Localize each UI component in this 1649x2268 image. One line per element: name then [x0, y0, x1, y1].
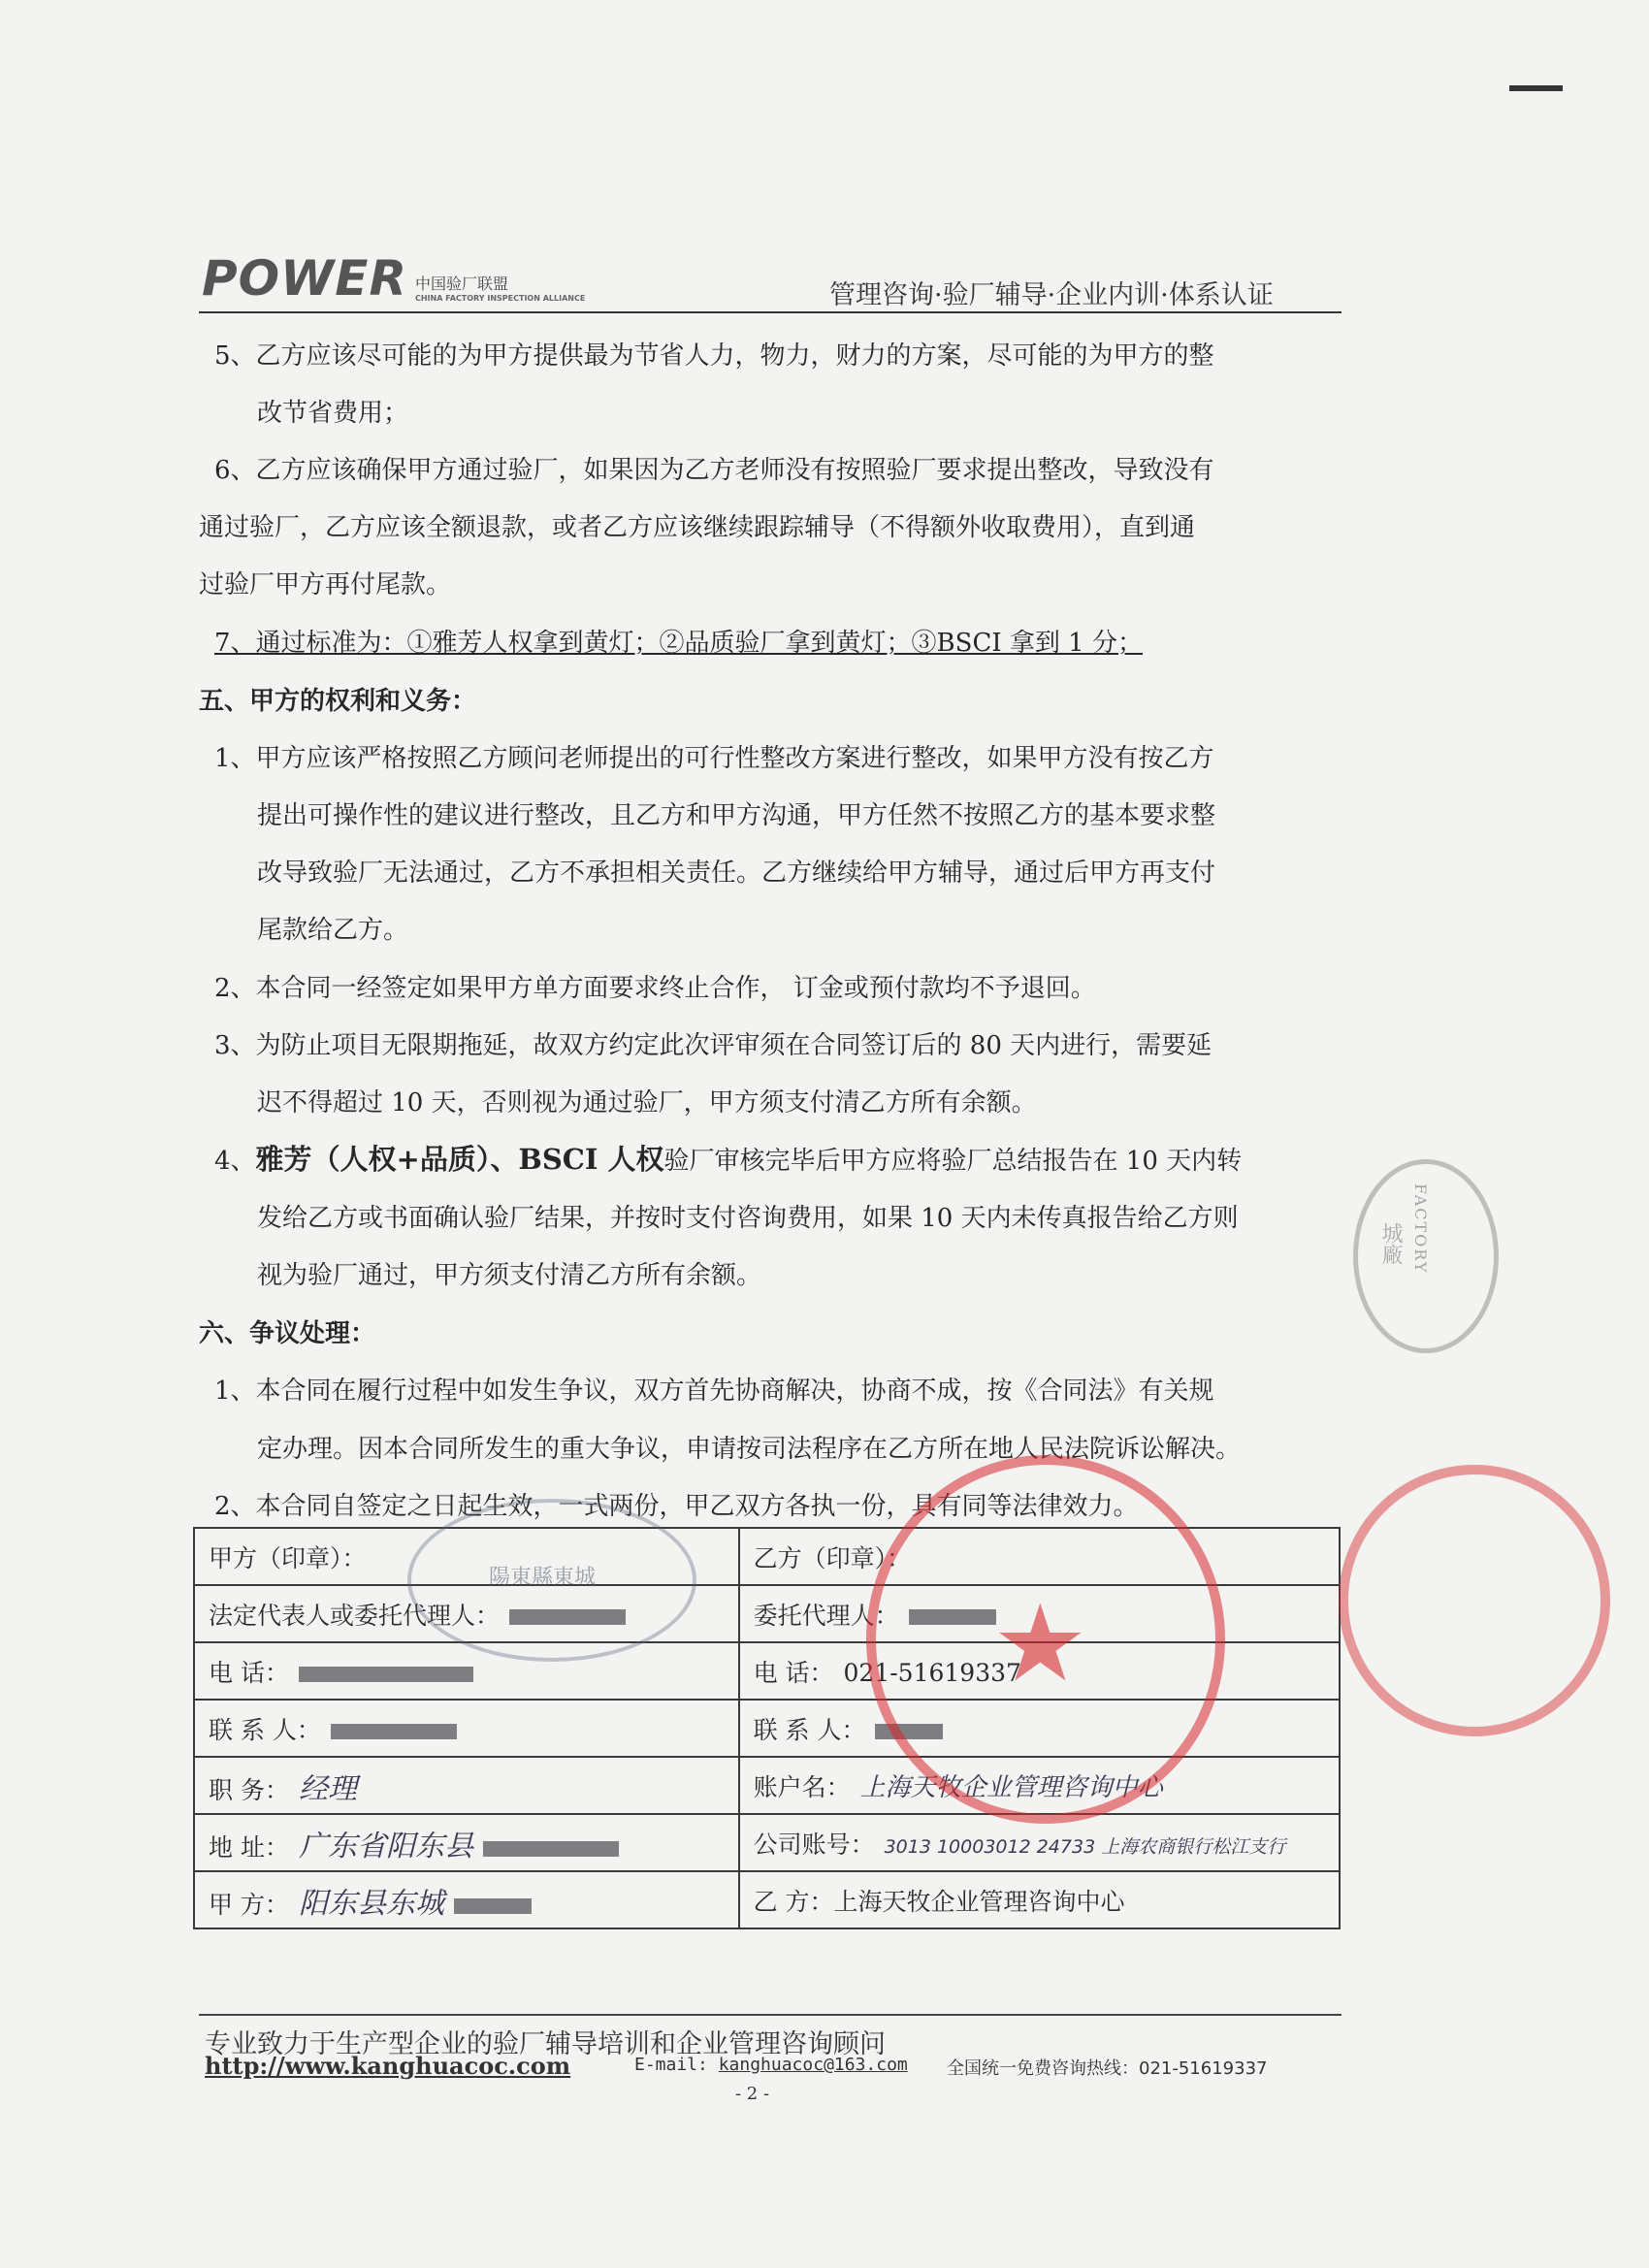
- clause-5-4-line3: 视为验厂通过，甲方须支付清乙方所有余额。: [257, 1261, 762, 1290]
- clause-4-6-line3: 过验厂甲方再付尾款。: [199, 570, 452, 599]
- footer-divider: [199, 2014, 1342, 2016]
- clause-5-4-bold: 雅芳（人权+品质）、BSCI 人权: [255, 1143, 664, 1176]
- party-a-contact-label: 联 系 人：: [209, 1715, 321, 1744]
- clause-5-4-line1: [214, 1143, 1243, 1176]
- party-b-contact-label: 联 系 人：: [753, 1715, 866, 1744]
- section-5-heading: 五、甲方的权利和义务：: [199, 687, 477, 716]
- page-number: - 2 -: [735, 2084, 770, 2104]
- party-a-address-handwritten: 广东省阳东县: [298, 1829, 473, 1863]
- party-b-name-cell: [739, 1871, 1340, 1928]
- party-b-company-seal: [866, 1455, 1225, 1824]
- party-a-stamp-text: 陽東縣東城: [489, 1566, 597, 1590]
- header-divider: [199, 311, 1342, 313]
- clause-5-2: 2、本合同一经签定如果甲方单方面要求终止合作， 订金或预付款均不予退回。: [214, 974, 1096, 1003]
- redaction-mark: [331, 1724, 457, 1739]
- clause-5-1-line1: 1、甲方应该严格按照乙方顾问老师提出的可行性整改方案进行整改，如果甲方没有按乙方: [214, 744, 1214, 773]
- clause-5-3-line2: 迟不得超过 10 天，否则视为通过验厂，甲方须支付清乙方所有余额。: [257, 1088, 1037, 1118]
- factory-stamp: [1353, 1159, 1499, 1353]
- redaction-mark: [299, 1667, 473, 1682]
- party-a-phone-cell: [194, 1642, 739, 1700]
- party-a-title-label: 职 务：: [209, 1775, 289, 1804]
- party-b-account-name-handwritten: 上海天牧企业管理咨询中心: [859, 1773, 1163, 1802]
- clause-4-6-line2: 通过验厂，乙方应该全额退款，或者乙方应该继续跟踪辅导（不得额外收取费用），直到通: [199, 513, 1196, 542]
- footer-email-address: kanghuacoc@163.com: [718, 2055, 908, 2075]
- section-6-heading: 六、争议处理：: [199, 1319, 376, 1348]
- redaction-mark: [483, 1841, 619, 1857]
- clause-6-2: 2、本合同自签定之日起生效，一式两份，甲乙双方各执一份，具有同等法律效力。: [214, 1492, 1139, 1521]
- party-b-agent-label: 委托代理人：: [753, 1601, 899, 1630]
- party-a-title-handwritten: 经理: [298, 1771, 357, 1806]
- clause-4-6-line1: 6、乙方应该确保甲方通过验厂，如果因为乙方老师没有按照验厂要求提出整改，导致没有: [214, 456, 1214, 485]
- scan-edge-mark: [1509, 85, 1563, 91]
- clause-5-4-rest: 验厂审核完毕后甲方应将验厂总结报告在 10 天内转: [663, 1147, 1243, 1176]
- header-tagline: 管理咨询·验厂辅导·企业内训·体系认证: [829, 280, 1274, 310]
- party-b-name-label: 乙 方：上海天牧企业管理咨询中心: [753, 1887, 1125, 1916]
- party-a-seal-label: 甲方（印章）：: [209, 1543, 367, 1572]
- party-b-account-name-label: 账户名：: [753, 1773, 851, 1801]
- party-b-account-no-handwritten: 3013 10003012 24733 上海农商银行松江支行: [884, 1835, 1286, 1858]
- party-a-address-label: 地 址：: [209, 1832, 289, 1862]
- party-b-phone-value: 021-51619337: [843, 1658, 1021, 1687]
- clause-6-1-line1: 1、本合同在履行过程中如发生争议，双方首先协商解决，协商不成，按《合同法》有关规: [214, 1377, 1214, 1406]
- clause-5-4-line2: 发给乙方或书面确认验厂结果，并按时支付咨询费用，如果 10 天内未传真报告给乙方则: [257, 1204, 1239, 1233]
- footer-hotline: 全国统一免费咨询热线：021-51619337: [947, 2058, 1268, 2079]
- seal-fragment: [1339, 1465, 1610, 1736]
- footer-url: http://www.kanghuacoc.com: [205, 2052, 571, 2080]
- party-a-address-cell: [194, 1814, 739, 1871]
- clause-4-7: 7、通过标准为：①雅芳人权拿到黄灯；②品质验厂拿到黄灯；③BSCI 拿到 1 分；: [214, 629, 1143, 658]
- footer-email-label: E-mail:: [634, 2055, 719, 2075]
- logo-sub: CHINA FACTORY INSPECTION ALLIANCE: [414, 294, 586, 303]
- clause-5-1-line2: 提出可操作性的建议进行整改，且乙方和甲方沟通，甲方任然不按照乙方的基本要求整: [257, 801, 1216, 830]
- party-a-title-cell: [194, 1757, 739, 1814]
- party-a-contact-cell: [194, 1700, 739, 1757]
- clause-5-1-line3: 改导致验厂无法通过，乙方不承担相关责任。乙方继续给甲方辅导，通过后甲方再支付: [257, 859, 1216, 888]
- party-b-account-no-label: 公司账号：: [753, 1830, 875, 1859]
- factory-stamp-text: 城廠: [1378, 1222, 1403, 1265]
- party-b-seal-label: 乙方（印章）：: [753, 1543, 912, 1572]
- party-a-company-stamp: [407, 1499, 696, 1662]
- clause-5-4-num: 4、: [214, 1147, 256, 1176]
- power-logo: [202, 250, 586, 307]
- clause-4-5-line2: 改节省费用；: [257, 399, 409, 428]
- factory-stamp-arc: FACTORY: [1411, 1183, 1430, 1275]
- logo-word: POWER: [202, 250, 407, 307]
- party-a-name-label: 甲 方：: [209, 1890, 289, 1919]
- table-row: [194, 1814, 1340, 1871]
- clause-5-3-line1: 3、为防止项目无限期拖延，故双方约定此次评审须在合同签订后的 80 天内进行，需要延: [214, 1031, 1212, 1060]
- clause-4-5-line1: 5、乙方应该尽可能的为甲方提供最为节省人力，物力，财力的方案，尽可能的为甲方的整: [214, 341, 1214, 371]
- logo-cn: 中国验厂联盟: [414, 275, 508, 293]
- redaction-mark: [454, 1898, 532, 1914]
- table-row: [194, 1871, 1340, 1928]
- seal-star-icon: ★: [992, 1581, 1088, 1705]
- footer-slogan: 专业致力于生产型企业的验厂辅导培训和企业管理咨询顾问: [205, 2029, 886, 2059]
- footer-email: [634, 2055, 908, 2075]
- party-a-name-handwritten: 阳东县东城: [298, 1886, 444, 1921]
- party-a-rep-label: 法定代表人或委托代理人：: [209, 1601, 501, 1630]
- clause-6-1-line2: 定办理。因本合同所发生的重大争议，申请按司法程序在乙方所在地人民法院诉讼解决。: [257, 1435, 1242, 1464]
- party-a-name-cell: [194, 1871, 739, 1928]
- clause-5-1-line4: 尾款给乙方。: [257, 916, 409, 945]
- party-b-phone-label: 电 话：: [753, 1658, 834, 1687]
- logo-cn-block: [415, 272, 585, 303]
- party-a-phone-label: 电 话：: [209, 1658, 289, 1687]
